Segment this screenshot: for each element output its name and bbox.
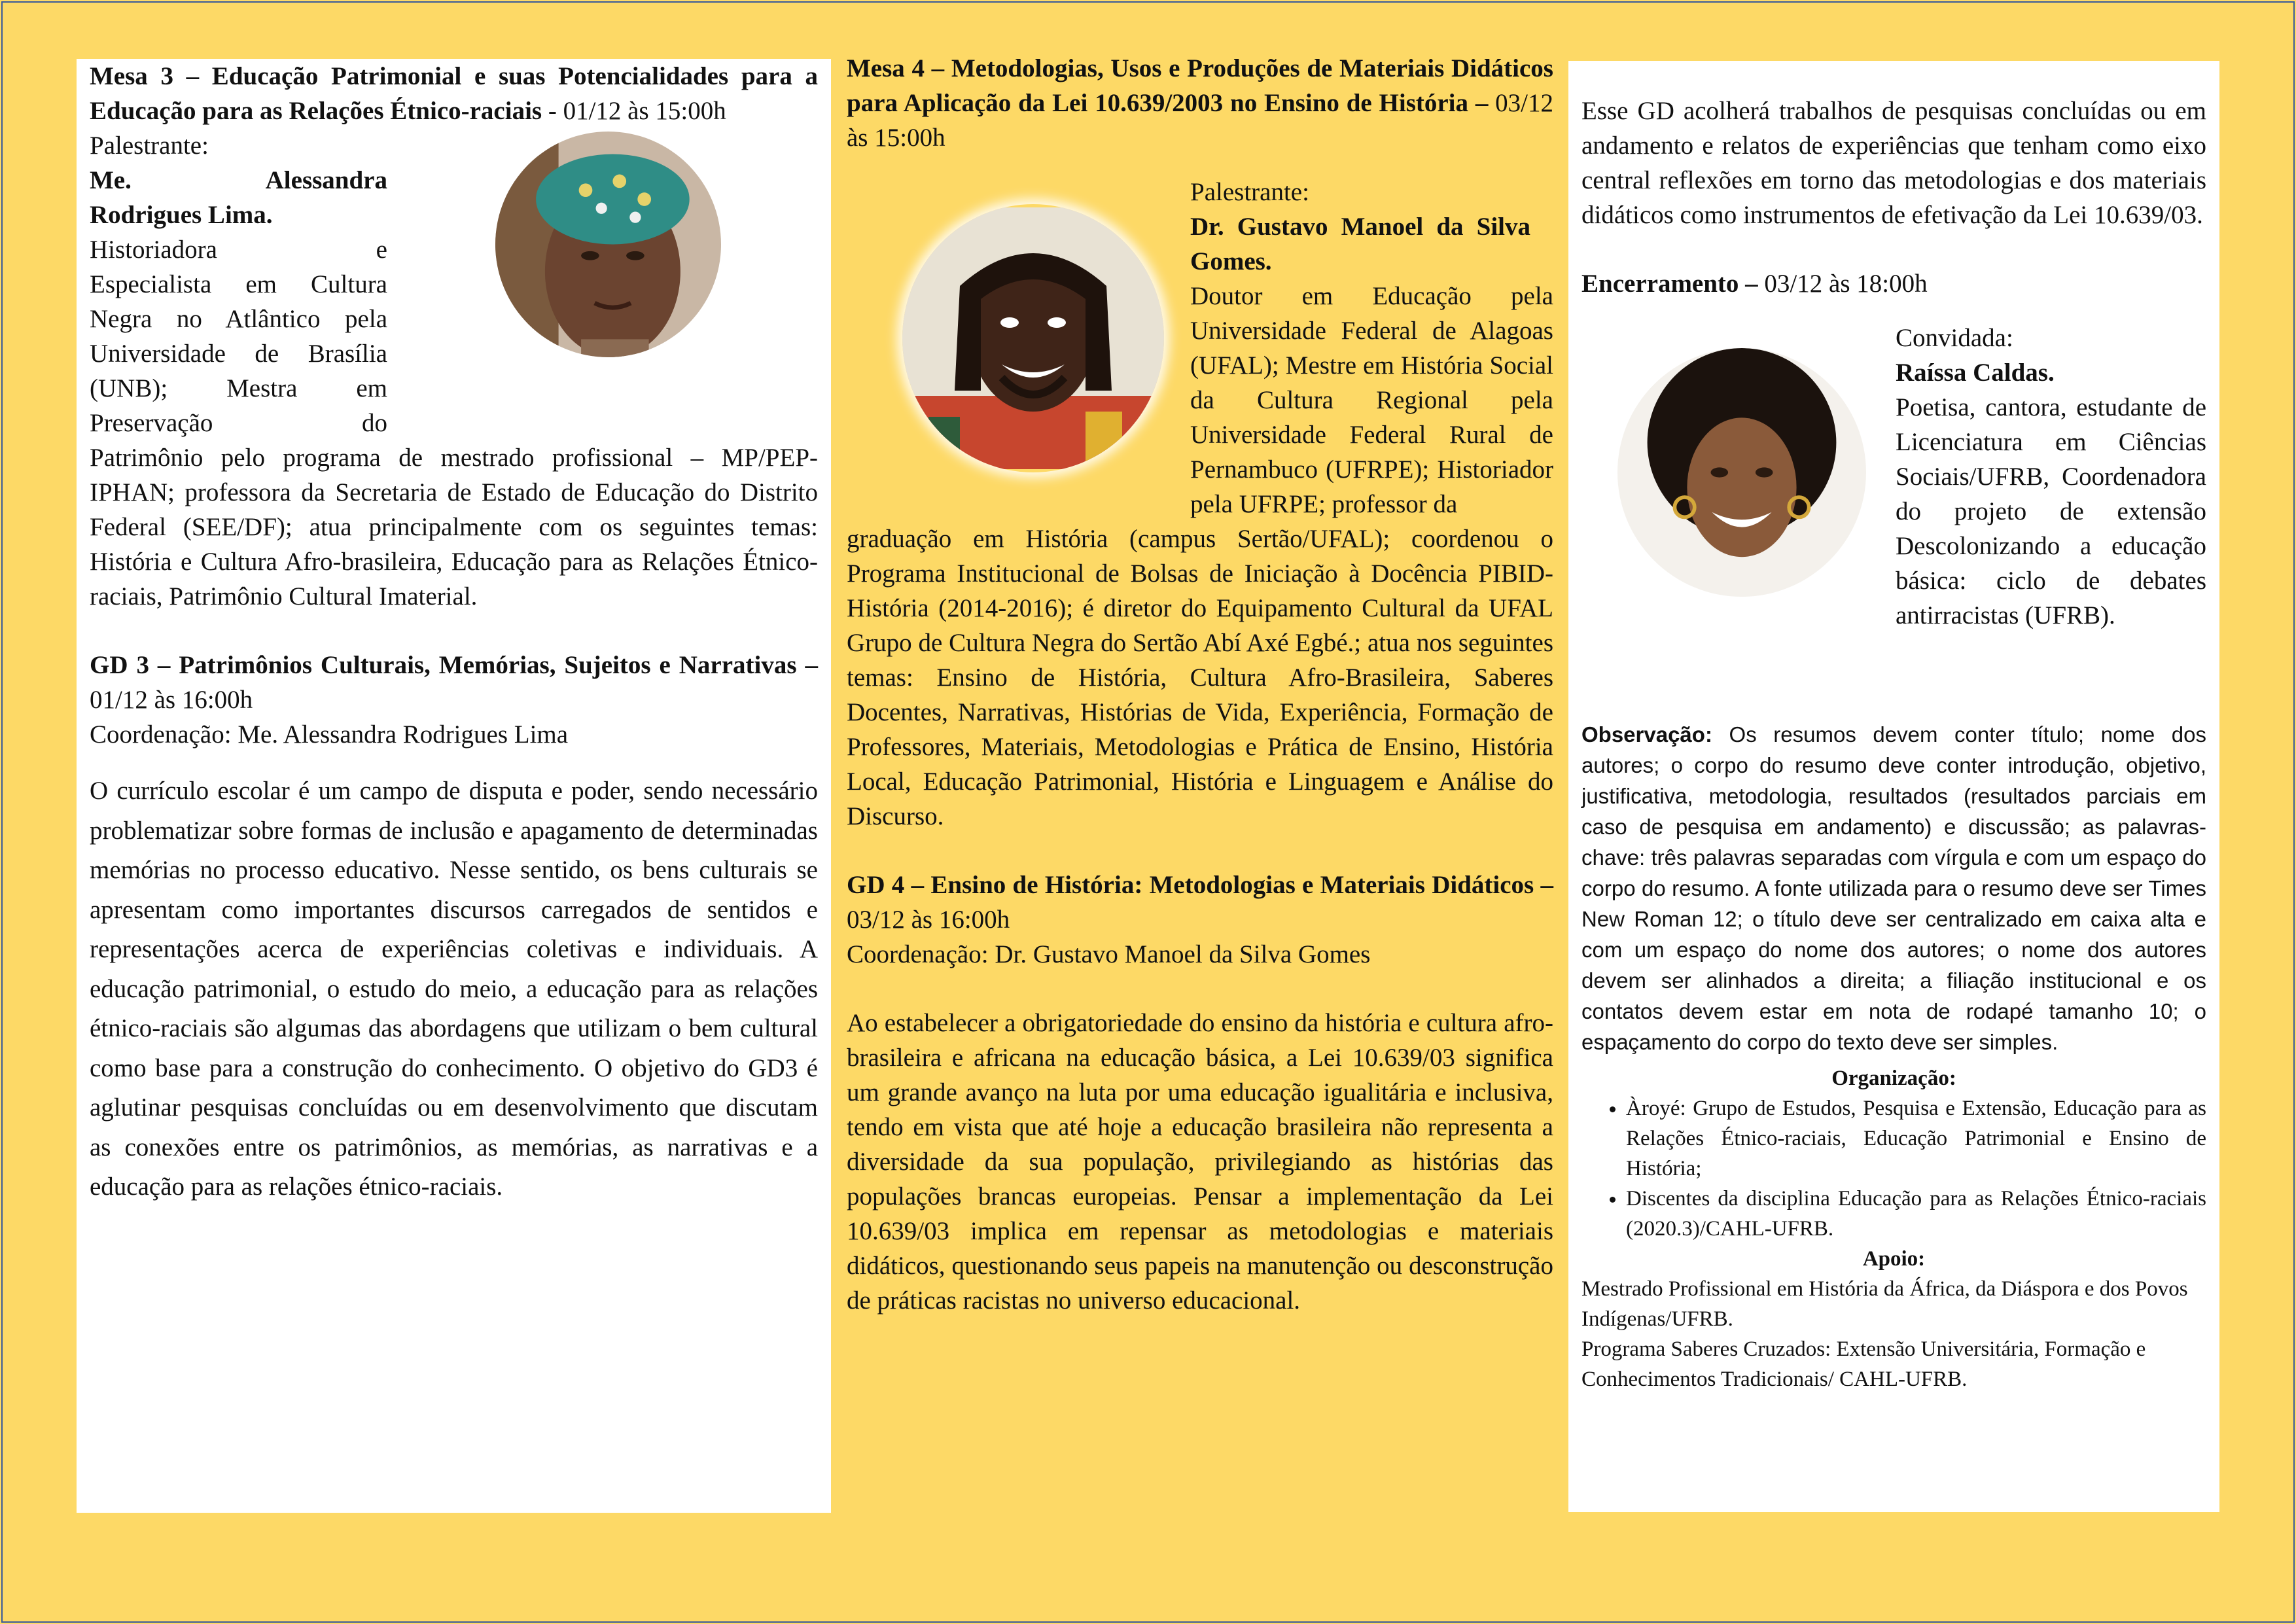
speaker-name: Me. Alessandra — [90, 166, 387, 194]
mesa4-heading: Mesa 4 – Metodologias, Usos e Produções de Materiais Didáticos para Aplicação da Lei 10.639/2003 no Ensino de História – 03/12 às 15:00h — [847, 54, 1553, 152]
closing-heading: Encerramento – 03/12 às 18:00h — [1581, 270, 1928, 298]
bio-line: (UNB); Mestra em — [90, 374, 387, 402]
guest-bio: Poetisa, cantora, estudante de Licenciatura em Ciências Sociais/UFRB, Coordenadora do projeto de extensão Descolonizando a educação básica: ciclo de debates antirracistas (UFRB). — [1896, 393, 2206, 629]
speaker-name-2: Rodrigues Lima. — [90, 201, 273, 229]
speaker-photo-icon — [902, 204, 1164, 472]
speaker-bio: graduação em História (campus Sertão/UFAL); coordenou o Programa Institucional de Bolsas de Iniciação à Docência PIBID-História (2014-2016); é diretor do Equipamento Cultural da UFAL Grupo de Cultura Negra do Sertão Abí Axé Egbé.; atua nos seguintes temas: Ensino de História, Cultura Afro-Brasileira, Saberes Docentes, Narrativas, Histórias de Vida, Experiência, Formação de Professores, Materiais, Metodologias e Prática de Ensino, História Local, Educação Patrimonial, História e Linguagem e Análise do Discurso. — [847, 525, 1553, 830]
support-title: Apoio: — [1862, 1247, 1926, 1271]
speaker-label: Palestrante: — [1190, 178, 1309, 206]
mesa3-heading: Mesa 3 – Educação Patrimonial e suas Potencialidades para a Educação para as Relações Étnico-raciais - 01/12 às 15:00h — [90, 62, 818, 125]
gd3-heading: GD 3 – Patrimônios Culturais, Memórias, Sujeitos e Narrativas – 01/12 às 16:00h — [90, 651, 818, 714]
bio-line: Historiadora e — [90, 236, 387, 264]
guest-photo-icon — [1617, 348, 1866, 597]
gd4-intro: Esse GD acolherá trabalhos de pesquisas concluídas ou em andamento e relatos de experiências que tenham como eixo central reflexões em torno das metodologias e dos materiais didáticos como instrumentos de efetivação da Lei 10.639/03. — [1581, 97, 2206, 229]
guest-name: Raíssa Caldas. — [1896, 359, 2055, 387]
gd4-description: Ao estabelecer a obrigatoriedade do ensino da história e cultura afro-brasileira e africana na educação básica, a Lei 10.639/03 significa um grande avanço na luta por uma educação igualitária e inclusiva, tendo em vista que até hoje a educação brasileira não representa a diversidade da sua população, privilegiando as histórias das populações brancas europeias. Pensar a implementação da Lei 10.639/03 implica em repensar as metodologias e materiais didáticos, questionando seus papeis na manutenção ou desconstrução de práticas racistas no universo educacional. — [847, 1009, 1553, 1315]
organization-item: • Discentes da disciplina Educação para as Relações Étnico-raciais (2020.3)/CAHL-UFRB. — [1626, 1184, 2206, 1244]
speaker-bio-side: Doutor em Educação pela Universidade Federal de Alagoas (UFAL); Mestre em História Social da Cultura Regional pela Universidade Federal Rural de Pernambuco (UFRPE); Historiador pela UFRPE; professor da — [1190, 282, 1553, 518]
organization-item: • Àroyé: Grupo de Estudos, Pesquisa e Extensão, Educação para as Relações Étnico-raciais, Educação Patrimonial e Ensino de História; — [1626, 1093, 2206, 1184]
column-mesa-4 — [840, 51, 1560, 1513]
support-item: Programa Saberes Cruzados: Extensão Universitária, Formação e Conhecimentos Tradicionais/ CAHL-UFRB. — [1581, 1337, 2146, 1391]
gd4-heading: GD 4 – Ensino de História: Metodologias e Materiais Didáticos – 03/12 às 16:00h — [847, 871, 1553, 934]
column-encerramento — [1568, 61, 2219, 1512]
bio-line: Negra no Atlântico pela — [90, 305, 387, 333]
bio-line: Universidade de Brasília — [90, 340, 387, 368]
bio-line: Preservação do — [90, 409, 387, 437]
bio-line: Especialista em Cultura — [90, 270, 387, 298]
speaker-photo-icon — [495, 132, 721, 357]
gd4-coordination: Coordenação: Dr. Gustavo Manoel da Silva Gomes — [847, 940, 1371, 968]
speaker-name: Dr. Gustavo Manoel da Silva Gomes. — [1190, 213, 1530, 275]
gd3-coordination: Coordenação: Me. Alessandra Rodrigues Lima — [90, 720, 569, 749]
observation: Observação: Os resumos devem conter título; nome dos autores; o corpo do resumo deve conter introdução, objetivo, justificativa, metodologia, resultados (resultados parciais em caso de pesquisa em andamento) e discussão; as palavras-chave: três palavras separadas com vírgula e com um espaço do corpo do resumo. A fonte utilizada para o resumo deve ser Times New Roman 12; o título deve ser centralizado em caixa alta e com um espaço do nome dos autores; o nome dos autores devem ser alinhados a direita; a filiação institucional e os contatos devem estar em nota de rodapé tamanho 10; o espaçamento do corpo do texto deve ser simples. — [1581, 722, 2206, 1054]
organization-list — [1581, 1093, 2206, 1244]
speaker-bio: Patrimônio pelo programa de mestrado profissional – MP/PEP-IPHAN; professora da Secretaria de Estado de Educação do Distrito Federal (SEE/DF); atua principalmente com os seguintes temas: História e Cultura Afro-brasileira, Educação para as Relações Étnico-raciais, Patrimônio Cultural Imaterial. — [90, 444, 818, 610]
organization-title: Organização: — [1831, 1067, 1956, 1090]
gd3-description: O currículo escolar é um campo de disputa e poder, sendo necessário problematizar sobre formas de inclusão e apagamento de determinadas memórias no processo educativo. Nesse sentido, os bens culturais se apresentam como importantes discursos carregados de sentidos e representações acerca de experiências coletivas e individuais. A educação patrimonial, o estudo do meio, a educação para as relações étnico-raciais são algumas das abordagens que utilizam o bem cultural como base para a construção do conhecimento. O objetivo do GD3 é aglutinar pesquisas concluídas ou em desenvolvimento que discutam as conexões entre os patrimônios, as memórias, as narrativas e a educação para as relações étnico-raciais. — [90, 777, 818, 1201]
guest-label: Convidada: — [1896, 324, 2013, 352]
speaker-label: Palestrante: — [90, 132, 209, 160]
support-item: Mestrado Profissional em História da África, da Diáspora e dos Povos Indígenas/UFRB. — [1581, 1277, 2188, 1331]
column-mesa-3 — [77, 59, 831, 1513]
